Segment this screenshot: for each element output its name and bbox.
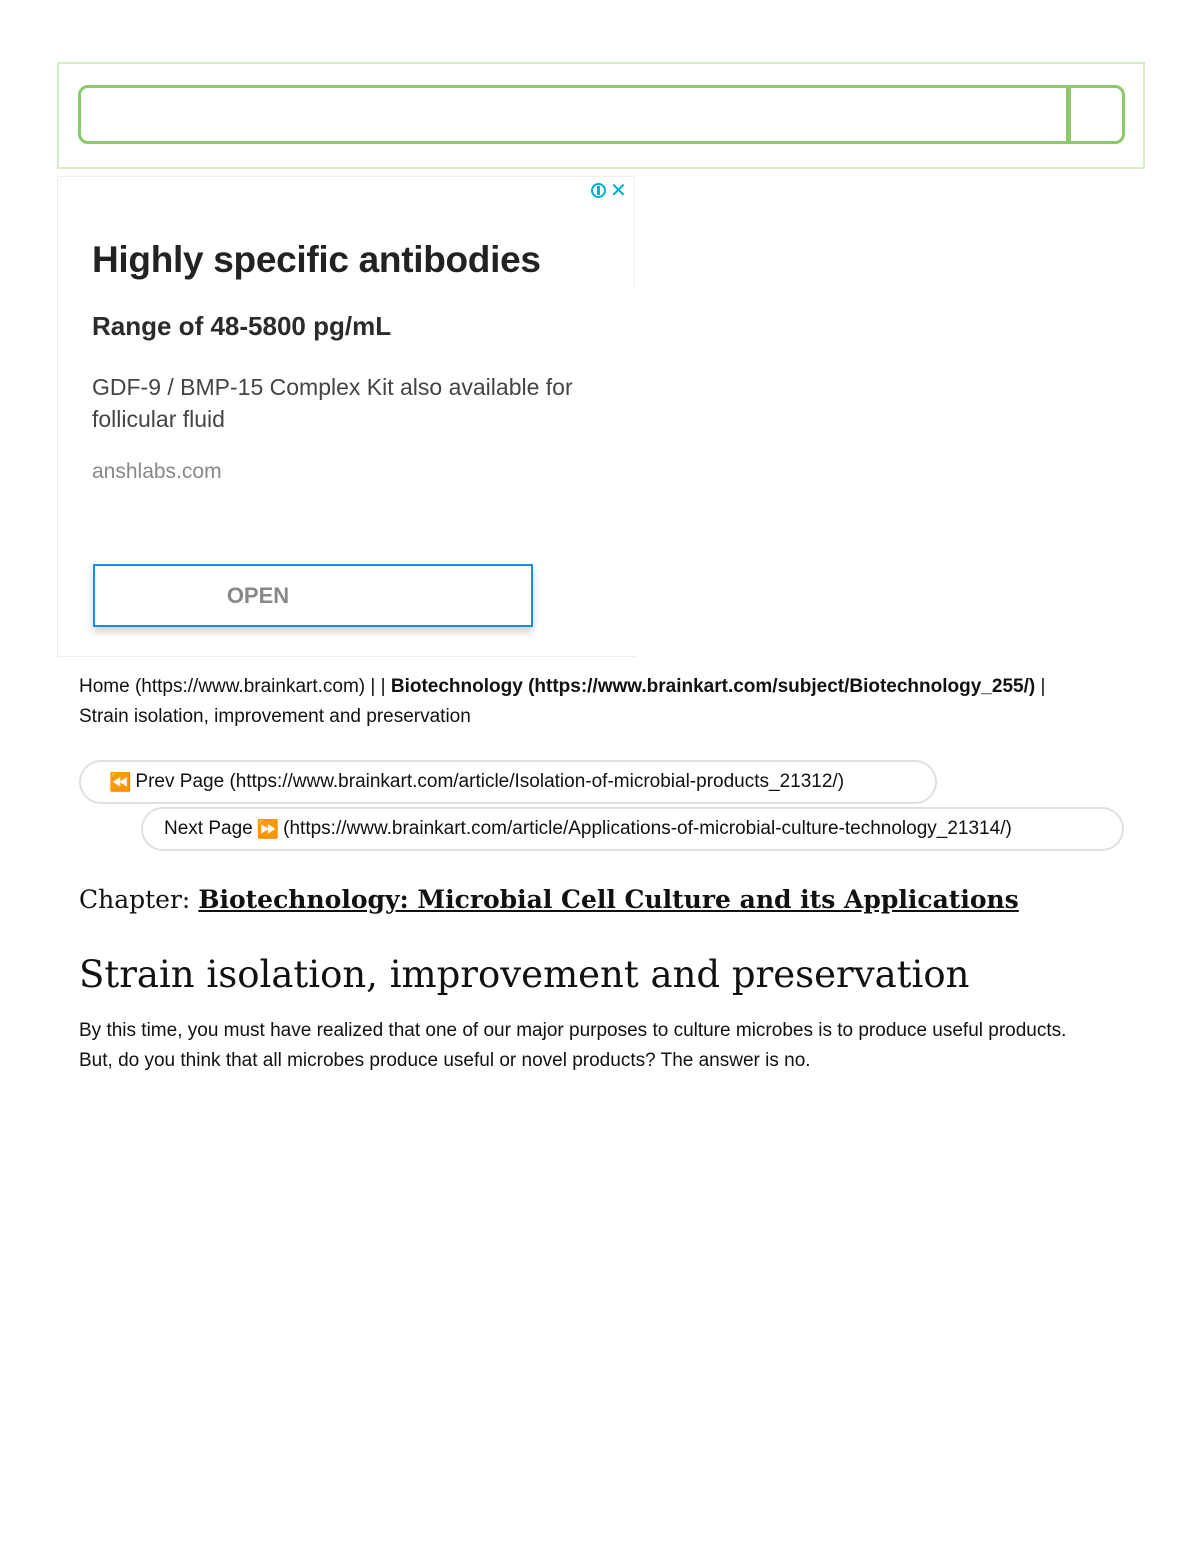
next-page-button[interactable] [141, 807, 1124, 851]
advertisement[interactable] [57, 176, 635, 657]
ad-content [58, 177, 573, 656]
next-page-url: (https://www.brainkart.com/article/Applications-of-microbial-culture-technology_21314/) [283, 818, 1012, 839]
fast-forward-icon: ⏩ [256, 818, 280, 840]
breadcrumb-separator: | [1035, 676, 1046, 697]
breadcrumb-home-link[interactable]: Home (https://www.brainkart.com) [79, 676, 366, 697]
breadcrumb-subject-link[interactable]: Biotechnology (https://www.brainkart.com/subject/Biotechnology_255/) [390, 676, 1036, 697]
breadcrumb-separator: | | [365, 676, 391, 697]
ad-domain[interactable]: anshlabs.com [92, 460, 222, 483]
ad-headline[interactable]: Highly specific antibodies [92, 239, 541, 280]
ad-subhead: Range of 48-5800 pg/mL [92, 311, 392, 341]
ad-body: GDF-9 / BMP-15 Complex Kit also available for follicular fluid [92, 374, 573, 432]
ad-border [634, 176, 635, 288]
prev-page-button[interactable] [79, 760, 937, 804]
prev-page-url: (https://www.brainkart.com/article/Isolation-of-microbial-products_21312/) [229, 771, 845, 792]
prev-page-label: Prev Page [135, 771, 225, 792]
breadcrumb [79, 672, 1139, 732]
chapter-link[interactable]: Biotechnology: Microbial Cell Culture and its Applications [198, 885, 1019, 914]
page-title: Strain isolation, improvement and preservation [79, 953, 970, 996]
next-page-label: Next Page [164, 818, 253, 839]
ad-close-icon[interactable]: ✕ [610, 178, 627, 202]
ad-badge[interactable] [591, 180, 627, 200]
breadcrumb-current: Strain isolation, improvement and preservation [79, 706, 471, 727]
chapter-line [79, 885, 1019, 914]
search-bar [57, 62, 1145, 169]
article-intro: By this time, you must have realized that one of our major purposes to culture microbes is to produce useful products. But, do you think that all microbes produce useful or novel products? The answer is no. [79, 1020, 1067, 1071]
ad-open-button[interactable]: OPEN [93, 564, 533, 627]
rewind-icon: ⏪ [109, 771, 132, 793]
ad-info-icon[interactable] [591, 183, 606, 198]
search-button[interactable] [1068, 85, 1125, 144]
chapter-prefix: Chapter: [79, 885, 199, 914]
search-input[interactable] [78, 85, 1069, 144]
